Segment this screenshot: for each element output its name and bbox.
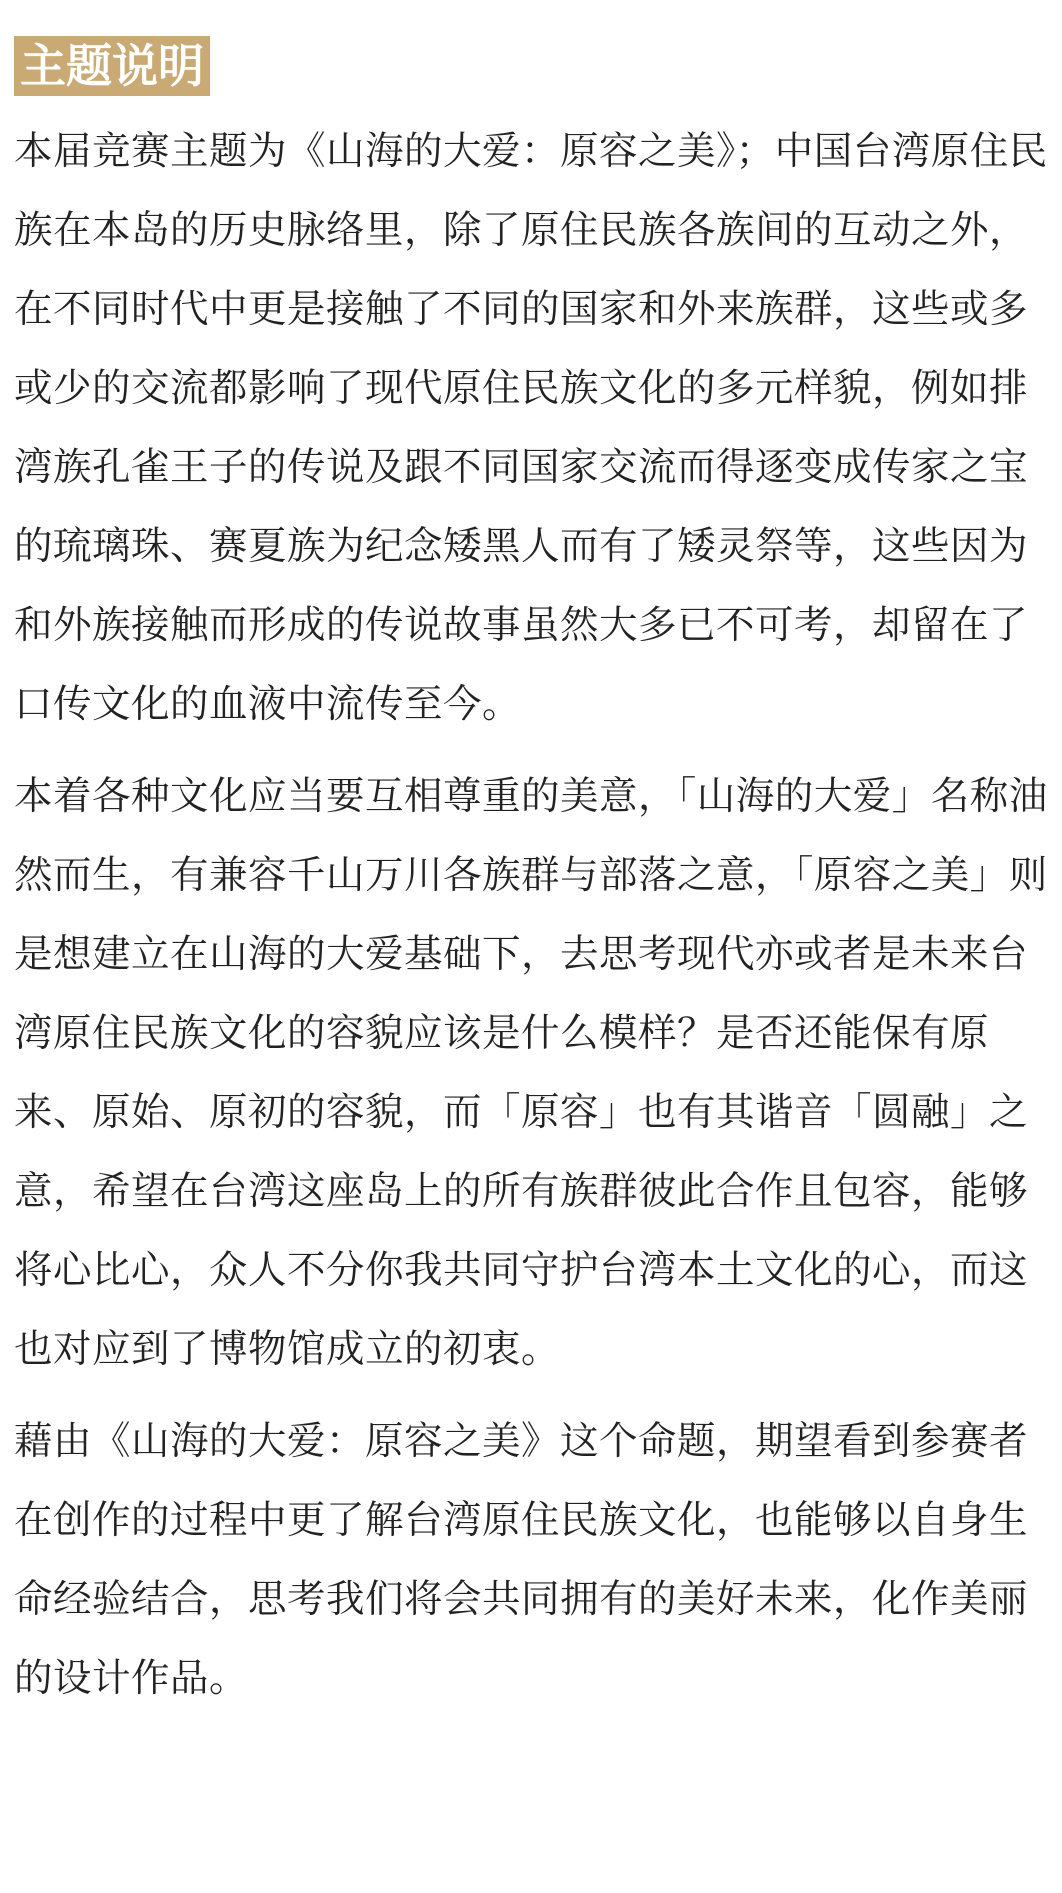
section-heading: 主题说明 (14, 36, 210, 96)
paragraph-theme-intro: 本届竞赛主题为《山海的大爱：原容之美》；中国台湾原住民族在本岛的历史脉络里，除了原住民族各族间的互动之外，在不同时代中更是接触了不同的国家和外来族群，这些或多或少的交流都影响了现代原住民族文化的多元样貌，例如排湾族孔雀王子的传说及跟不同国家交流而得逐变成传家之宝的琉璃珠、赛夏族为纪念矮黑人而有了矮灵祭等，这些因为和外族接触而形成的传说故事虽然大多已不可考，却留在了口传文化的血液中流传至今。 (14, 129, 1048, 727)
paragraph-theme-expectation: 藉由《山海的大爱：原容之美》这个命题，期望看到参赛者在创作的过程中更了解台湾原住民族文化，也能够以自身生命经验结合，思考我们将会共同拥有的美好未来，化作美丽的设计作品。 (14, 1419, 1029, 1701)
paragraph-theme-meaning: 本着各种文化应当要互相尊重的美意，「山海的大爱」名称油然而生，有兼容千山万川各族群与部落之意，「原容之美」则是想建立在山海的大爱基础下，去思考现代亦或者是未来台湾原住民族文化的容貌应该是什么模样？是否还能保有原来、原始、原初的容貌，而「原容」也有其谐音「圆融」之意，希望在台湾这座岛上的所有族群彼此合作且包容，能够将心比心，众人不分你我共同守护台湾本土文化的心，而这也对应到了博物馆成立的初衷。 (14, 774, 1048, 1372)
